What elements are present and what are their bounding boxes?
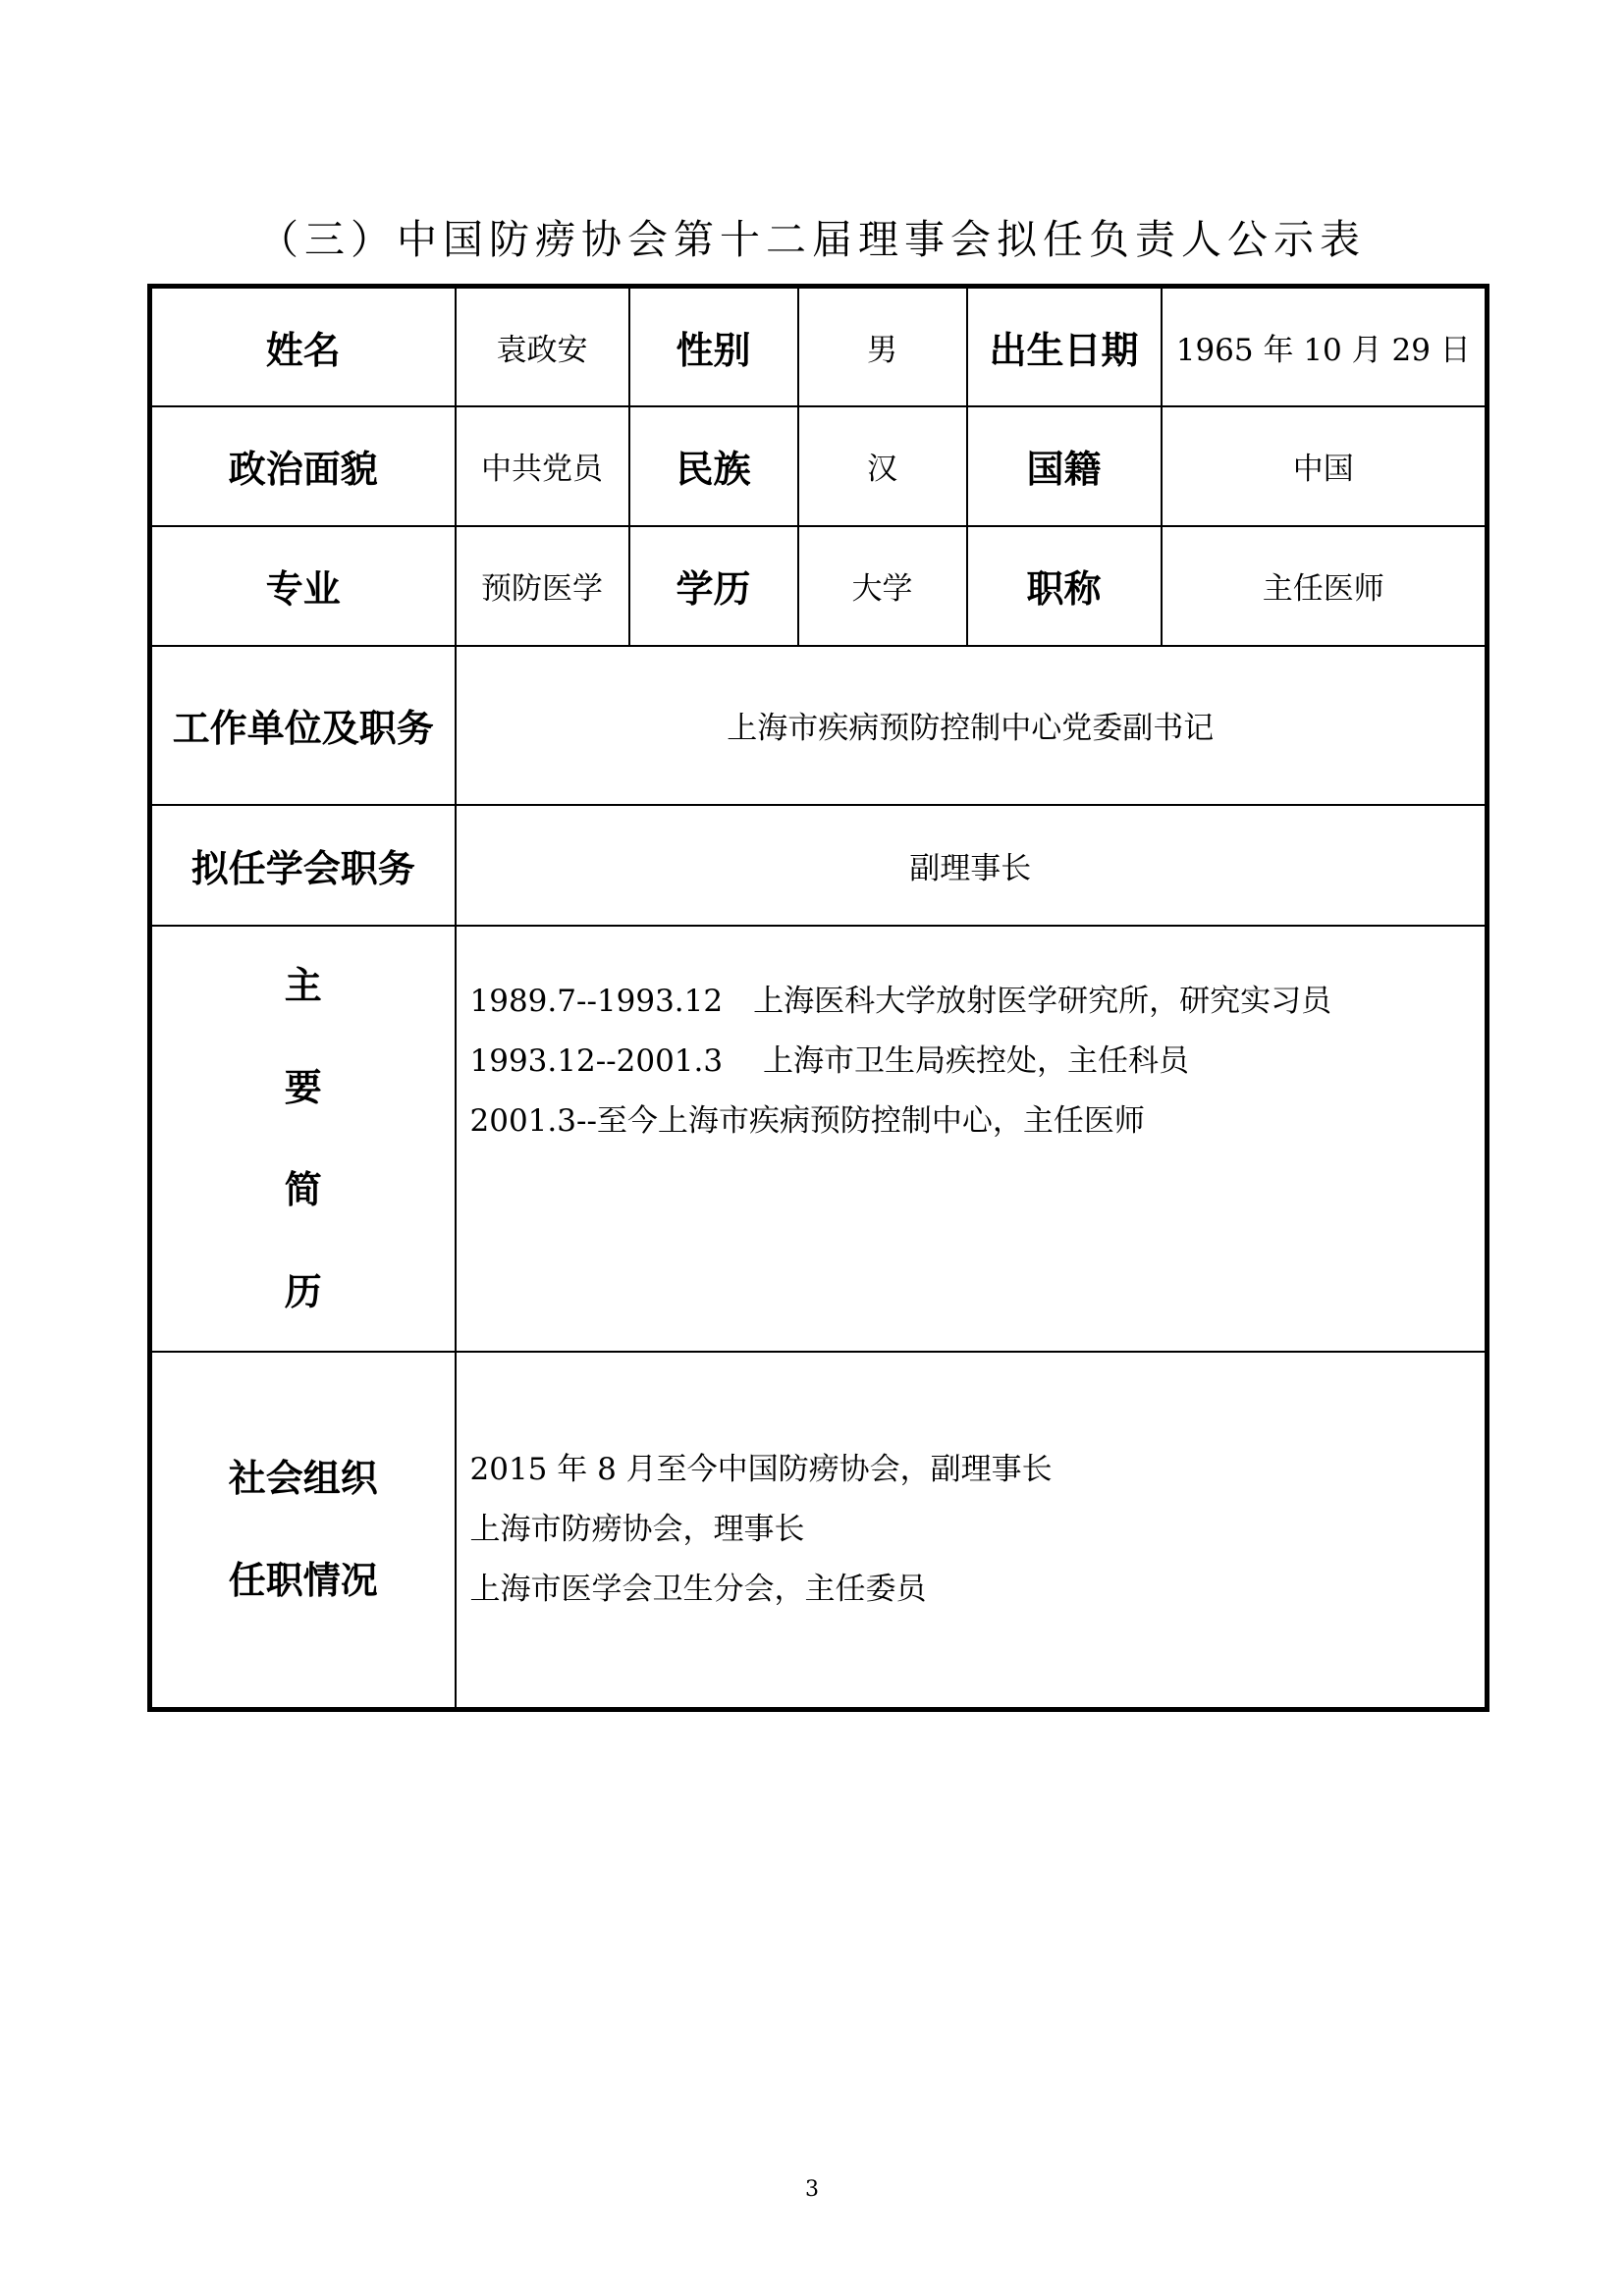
professional-title-label: 职称 [967,526,1162,646]
social-label-line: 任职情况 [228,1559,378,1603]
resume-content [456,926,1488,1352]
name-label: 姓名 [150,287,456,406]
gender-value: 男 [798,287,967,406]
proposed-position-value: 副理事长 [456,805,1488,926]
form-row-work [150,646,1488,805]
major-value: 预防医学 [456,526,629,646]
work-unit-label: 工作单位及职务 [150,646,456,805]
proposed-position-label: 拟任学会职务 [150,805,456,926]
form-row-resume [150,926,1488,1352]
social-line: 2015 年 8 月至今中国防痨协会，副理事长 [469,1451,1053,1487]
form-row-proposed [150,805,1488,926]
ethnicity-value: 汉 [798,406,967,526]
education-value: 大学 [798,526,967,646]
work-unit-value: 上海市疾病预防控制中心党委副书记 [456,646,1488,805]
major-label: 专业 [150,526,456,646]
nationality-value: 中国 [1162,406,1488,526]
ethnicity-label: 民族 [629,406,798,526]
birth-date-value: 1965 年 10 月 29 日 [1162,287,1488,406]
resume-label [150,926,456,1352]
education-label: 学历 [629,526,798,646]
form-row-major [150,526,1488,646]
social-line: 上海市防痨协会，理事长 [469,1511,805,1547]
resume-label-char: 简 [284,1167,322,1211]
professional-title-value: 主任医师 [1162,526,1488,646]
gender-label: 性别 [629,287,798,406]
resume-line: 1989.7--1993.12 上海医科大学放射医学研究所，研究实习员 [469,983,1332,1019]
resume-line: 2001.3--至今上海市疾病预防控制中心，主任医师 [469,1102,1145,1139]
name-value: 袁政安 [456,287,629,406]
resume-label-char: 历 [284,1269,322,1313]
social-organization-content [456,1352,1488,1710]
resume-label-char: 主 [284,963,322,1007]
resume-label-char: 要 [284,1065,322,1109]
page-number: 3 [805,2177,819,2202]
form-row-social [150,1352,1488,1710]
social-organization-label [150,1352,456,1710]
nationality-label: 国籍 [967,406,1162,526]
political-status-value: 中共党员 [456,406,629,526]
page-title: （三）中国防痨协会第十二届理事会拟任负责人公示表 [258,216,1366,263]
disclosure-form-table [147,284,1489,1712]
form-row-political [150,406,1488,526]
social-label-line: 社会组织 [228,1457,378,1501]
birth-date-label: 出生日期 [967,287,1162,406]
form-row-name [150,287,1488,406]
social-line: 上海市医学会卫生分会，主任委员 [469,1571,927,1607]
resume-line: 1993.12--2001.3 上海市卫生局疾控处，主任科员 [469,1042,1189,1079]
political-status-label: 政治面貌 [150,406,456,526]
